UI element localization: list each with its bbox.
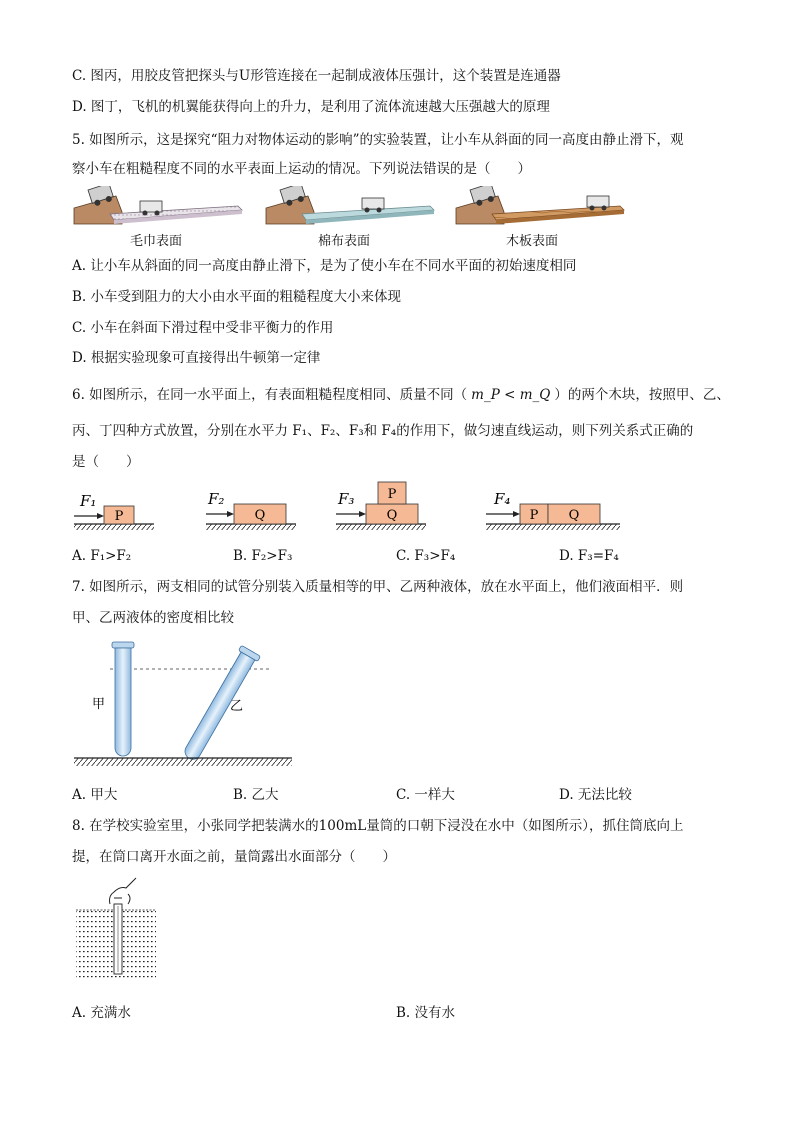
q5-option-d: D. 根据实验现象可直接得出牛顿第一定律 <box>72 350 321 366</box>
q8-stem-line1: 8. 在学校实验室里，小张同学把装满水的100mL量筒的口朝下浸没在水中（如图所示），抓住筒底向上 <box>72 818 684 834</box>
svg-text:甲: 甲 <box>92 697 106 712</box>
q8-figure <box>70 874 160 984</box>
caption-wood: 木板表面 <box>506 234 559 249</box>
q7-stem-line2: 甲、乙两液体的密度相比较 <box>72 610 234 626</box>
q5-option-c: C. 小车在斜面下滑过程中受非平衡力的作用 <box>72 320 334 336</box>
q6-stem-line1: 6. 如图所示，在同一水平面上，有表面粗糙程度相同、质量不同（ m_P < m_Q ）的两个木块，按照甲、乙、 <box>72 387 730 403</box>
q7-option-d: D. 无法比较 <box>559 787 632 803</box>
q6-figure <box>70 478 630 536</box>
setup-3 <box>336 482 426 530</box>
cotton-setup <box>266 186 434 224</box>
svg-text:F₄: F₄ <box>494 490 511 508</box>
q6-option-d: D. F₃=F₄ <box>559 548 619 564</box>
q6-option-b: B. F₂>F₃ <box>233 548 293 564</box>
caption-cotton: 棉布表面 <box>318 234 371 249</box>
q5-option-b: B. 小车受到阻力的大小由水平面的粗糙程度大小来体现 <box>72 289 402 305</box>
svg-text:F₂: F₂ <box>208 490 225 508</box>
q8-option-a: A. 充满水 <box>72 1005 131 1021</box>
q5-figure <box>70 186 630 234</box>
q8-option-b: B. 没有水 <box>396 1005 456 1021</box>
q7-stem-line1: 7. 如图所示，两支相同的试管分别装入质量相等的甲、乙两种液体，放在水平面上，他们液面相平．则 <box>72 579 684 595</box>
q6-option-a: A. F₁>F₂ <box>72 548 132 564</box>
svg-text:P: P <box>387 487 397 502</box>
q6-mass-relation: m_P < m_Q <box>471 387 551 403</box>
svg-text:F₃: F₃ <box>338 490 355 508</box>
svg-text:P: P <box>529 508 539 523</box>
test-tube-yi <box>179 645 260 763</box>
svg-text:F₁: F₁ <box>80 492 97 510</box>
test-tube-jia <box>112 642 134 756</box>
setup-1 <box>74 492 154 530</box>
caption-towel: 毛巾表面 <box>130 234 183 249</box>
option-c-prev: C. 图丙，用胶皮管把探头与U形管连接在一起制成液体压强计，这个装置是连通器 <box>72 68 561 84</box>
q6-stem-line2: 丙、丁四种方式放置，分别在水平力 F₁、F₂、F₃和 F₄的作用下，做匀速直线运动，则下列关系式正确的 <box>72 423 694 439</box>
hand-icon <box>110 878 137 904</box>
svg-text:Q: Q <box>568 508 580 523</box>
q7-figure <box>70 636 300 776</box>
q6-option-c: C. F₃>F₄ <box>396 548 456 564</box>
q7-option-c: C. 一样大 <box>396 787 455 803</box>
q7-option-a: A. 甲大 <box>72 787 118 803</box>
setup-4 <box>486 490 620 530</box>
svg-text:Q: Q <box>386 508 398 523</box>
svg-text:P: P <box>114 509 124 524</box>
towel-setup <box>74 186 242 224</box>
svg-text:乙: 乙 <box>230 699 244 714</box>
wood-setup <box>456 186 624 224</box>
q6-stem-line3: 是（ ） <box>72 454 140 470</box>
q8-stem-line2: 提，在筒口离开水面之前，量筒露出水面部分（ ） <box>72 849 396 865</box>
setup-2 <box>206 490 296 530</box>
q5-option-a: A. 让小车从斜面的同一高度由静止滑下，是为了使小车在不同水平面的初始速度相同 <box>72 258 577 274</box>
svg-text:Q: Q <box>254 508 266 523</box>
q5-stem-line2: 察小车在粗糙程度不同的水平表面上运动的情况。下列说法错误的是（ ） <box>72 161 531 177</box>
q5-stem-line1: 5. 如图所示，这是探究“阻力对物体运动的影响”的实验装置，让小车从斜面的同一高度由静止滑下，观 <box>72 132 684 148</box>
q7-option-b: B. 乙大 <box>233 787 279 803</box>
option-d-prev: D. 图丁，飞机的机翼能获得向上的升力，是利用了流体流速越大压强越大的原理 <box>72 99 550 115</box>
